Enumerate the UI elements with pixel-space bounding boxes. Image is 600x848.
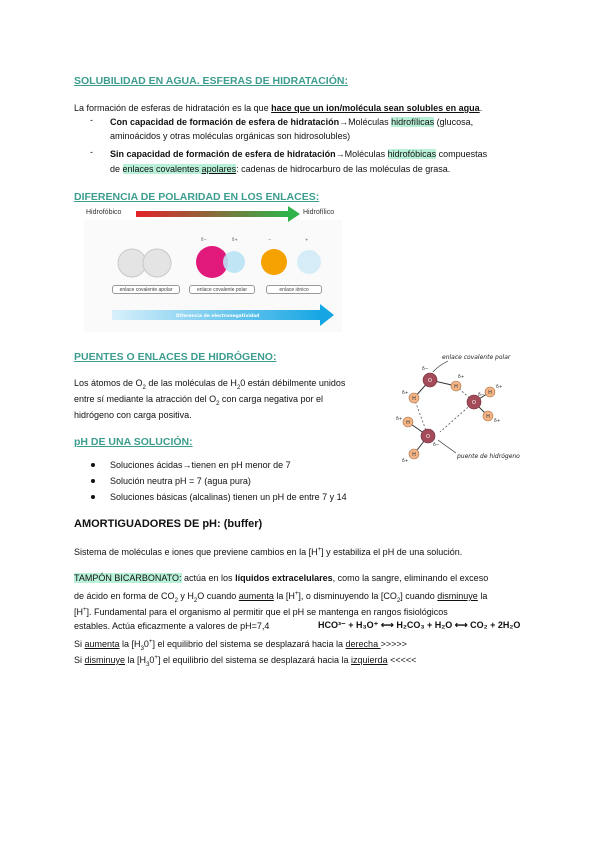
puentes-line2: entre sí mediante la atracción del $O_2$ con carga negativa por el bbox=[74, 394, 323, 407]
svg-text:δ−: δ− bbox=[433, 443, 440, 448]
heading-solubilidad: SOLUBILIDAD EN AGUA. ESFERAS DE HIDRATACIÓN: bbox=[74, 75, 348, 87]
polarity-figure bbox=[84, 204, 344, 334]
heading-puentes: PUENTES O ENLACES DE HIDRÓGENO: bbox=[74, 351, 277, 363]
bicarbonate-equation: HCO³⁻ + H₃O⁺ ⟷ H₂CO₃ + H₂O ⟷ CO₂ + 2H₂O bbox=[318, 620, 521, 630]
list-dash: - bbox=[90, 147, 93, 157]
bullet bbox=[91, 479, 95, 483]
svg-text:δ−: δ− bbox=[201, 237, 207, 242]
svg-text:−: − bbox=[268, 237, 272, 242]
tampon-aumenta: Si aumenta la $[H_30^+]$ el equilibrio del sistema se desplazará hacia la derecha >>>>> bbox=[74, 639, 407, 652]
puentes-line1: Los átomos de $O_2$ de las moléculas de $H_20$ están débilmente unidos bbox=[74, 378, 346, 391]
svg-text:H: H bbox=[486, 414, 490, 420]
svg-text:H: H bbox=[412, 396, 416, 402]
hidrofobicas-item-line2: de enlaces covalentes apolares: cadenas de hidrocarburo de las moléculas de grasa. bbox=[110, 164, 451, 174]
svg-text:O: O bbox=[472, 400, 476, 406]
svg-text:H: H bbox=[412, 452, 416, 458]
svg-text:O: O bbox=[426, 434, 430, 440]
svg-text:δ+: δ+ bbox=[402, 391, 409, 396]
label-puente-hidrogeno: puente de hidrógeno bbox=[457, 453, 520, 460]
svg-text:δ+: δ+ bbox=[402, 459, 409, 464]
label-hidrofobico: Hidrofóbico bbox=[86, 209, 122, 216]
svg-text:δ−: δ− bbox=[422, 367, 429, 372]
puentes-line3: hidrógeno con carga positiva. bbox=[74, 410, 192, 420]
bullet bbox=[91, 495, 95, 499]
svg-text:δ+: δ+ bbox=[458, 375, 465, 380]
svg-text:δ+: δ+ bbox=[496, 385, 503, 390]
tampon-line1: TAMPÓN BICARBONATO: actúa en los líquidos extracelulares, como la sangre, eliminando el exceso bbox=[74, 573, 489, 583]
tampon-line2: de ácido en forma de $CO_2$ y $H_2O$ cuando aumenta la [H+], o disminuyendo la $[CO_2]$ cuando disminuye la bbox=[74, 591, 488, 604]
svg-text:H: H bbox=[454, 384, 458, 390]
box-ionico: enlace iónico bbox=[266, 285, 322, 294]
svg-text:H: H bbox=[406, 420, 410, 426]
box-covalente-polar: enlace covalente polar bbox=[189, 285, 255, 294]
hydrophobicity-arrow bbox=[136, 206, 300, 222]
svg-text:+: + bbox=[305, 237, 309, 242]
hydrogen-bond-figure bbox=[378, 350, 528, 470]
ph-item-acidas: Soluciones ácidas→tienen en pH menor de 7 bbox=[110, 460, 291, 470]
list-dash: - bbox=[90, 115, 93, 125]
label-enlace-covalente-polar: enlace covalente polar bbox=[442, 354, 511, 361]
heading-ph: pH DE UNA SOLUCIÓN: bbox=[74, 436, 193, 448]
bullet bbox=[91, 463, 95, 467]
tampon-line4: estables. Actúa eficazmente a valores de pH=7,4 bbox=[74, 621, 270, 631]
box-covalente-apolar: enlace covalente apolar bbox=[112, 285, 180, 294]
ph-item-basicas: Soluciones básicas (alcalinas) tienen un pH de entre 7 y 14 bbox=[110, 492, 347, 502]
svg-text:δ−: δ− bbox=[478, 393, 485, 398]
heading-amortiguadores: AMORTIGUADORES DE pH: (buffer) bbox=[74, 518, 263, 530]
svg-text:O: O bbox=[428, 378, 432, 384]
solubilidad-intro: La formación de esferas de hidratación es la que hace que un ion/molécula sean solubles en agua. bbox=[74, 103, 483, 113]
ph-item-neutra: Solución neutra pH = 7 (agua pura) bbox=[110, 476, 251, 486]
svg-text:H: H bbox=[488, 390, 492, 396]
tampon-line3: [H+]. Fundamental para el organismo al permitir que el pH se mantenga en rangos fisiológicos bbox=[74, 607, 448, 617]
hidrofilicas-item: Con capacidad de formación de esfera de hidratación→Moléculas hidrofílicas (glucosa, bbox=[110, 117, 474, 127]
amortiguadores-definition: Sistema de moléculas e iones que previene cambios en la [H+] y estabiliza el pH de una solución. bbox=[74, 547, 463, 557]
svg-text:δ+: δ+ bbox=[232, 237, 238, 242]
electronegativity-label: Diferencia de electronegatividad bbox=[176, 314, 260, 319]
label-hidrofilico: Hidrofílico bbox=[303, 209, 335, 216]
svg-text:δ+: δ+ bbox=[494, 419, 501, 424]
tampon-disminuye: Si disminuye la $[H_30^+]$ el equilibrio del sistema se desplazará hacia la izquierda <<<<< bbox=[74, 655, 417, 668]
svg-text:δ+: δ+ bbox=[396, 417, 403, 422]
heading-polaridad: DIFERENCIA DE POLARIDAD EN LOS ENLACES: bbox=[74, 191, 320, 203]
hidrofobicas-item: Sin capacidad de formación de esfera de hidratación→Moléculas hidrofóbicas compuestas bbox=[110, 149, 488, 159]
hidrofilicas-item-line2: aminoácidos y otras moléculas orgánicas son hidrosolubles) bbox=[110, 131, 351, 141]
